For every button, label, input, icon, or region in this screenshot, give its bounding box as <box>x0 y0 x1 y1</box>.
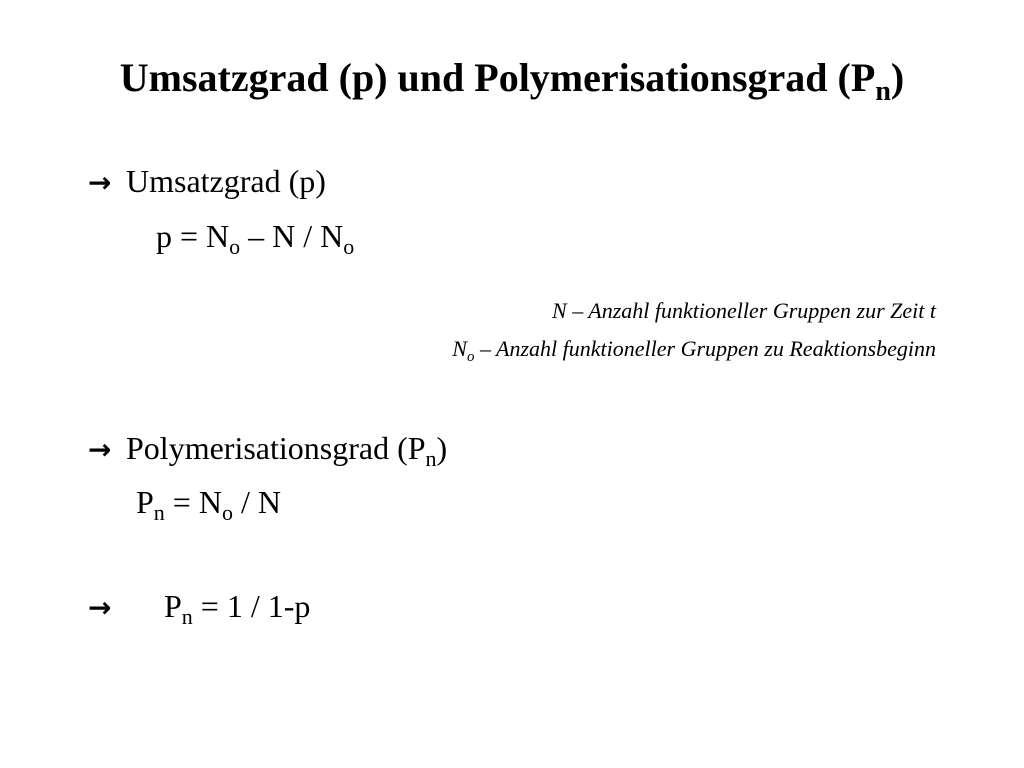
formula-part: / N <box>232 484 281 520</box>
note-text: – Anzahl funktioneller Gruppen zu Reaktionsbeginn <box>474 336 936 361</box>
formula-subscript: n <box>153 500 165 525</box>
formula-umsatzgrad <box>156 216 355 259</box>
formula-part: – N / N <box>240 218 344 254</box>
title-text: Umsatzgrad (p) und Polymerisationsgrad (P <box>119 55 876 100</box>
section-umsatzgrad-heading <box>88 161 326 203</box>
note-subscript: o <box>466 349 475 365</box>
formula-result <box>88 586 310 628</box>
heading-subscript: n <box>425 446 437 471</box>
title-subscript: n <box>875 76 891 107</box>
formula-subscript: o <box>221 500 233 525</box>
heading-text: Umsatzgrad (p) <box>126 163 326 199</box>
note-no-definition <box>452 335 936 363</box>
formula-part: = 1 / 1-p <box>192 588 311 624</box>
right-arrow-icon: → <box>88 166 112 199</box>
formula-part: p = N <box>156 218 230 254</box>
title-close: ) <box>890 55 905 100</box>
formula-part: = N <box>164 484 222 520</box>
formula-subscript: o <box>343 234 355 259</box>
section-polymerisationsgrad-heading <box>88 428 447 470</box>
note-n-definition <box>552 297 936 325</box>
heading-text: Polymerisationsgrad (P <box>126 430 426 466</box>
right-arrow-icon: → <box>88 433 112 466</box>
formula-polymerisationsgrad <box>136 482 281 525</box>
formula-part: P <box>164 588 182 624</box>
formula-part: P <box>136 484 154 520</box>
formula-subscript: n <box>181 604 193 629</box>
slide-title <box>0 52 1024 107</box>
heading-close: ) <box>436 430 448 466</box>
note-symbol: N <box>452 336 467 361</box>
note-text: N – Anzahl funktioneller Gruppen zur Zeit t <box>552 298 936 323</box>
right-arrow-icon: → <box>88 591 112 624</box>
formula-subscript: o <box>229 234 241 259</box>
